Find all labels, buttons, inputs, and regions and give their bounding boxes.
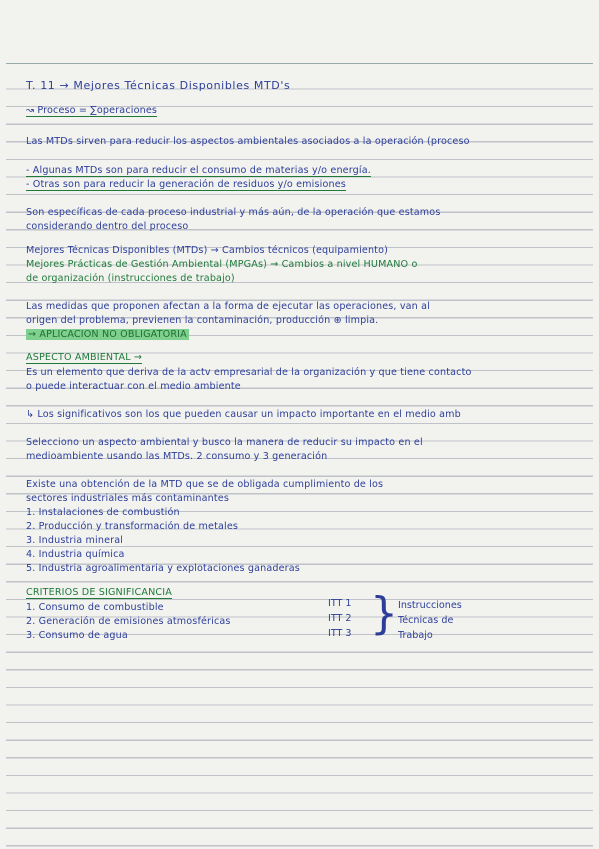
note-line: - Otras son para reducir la generación de residuos y/o emisiones: [26, 179, 346, 190]
note-line: medioambiente usando las MTDs. 2 consumo y 3 generación: [26, 451, 328, 462]
note-line: ↳ Los significativos son los que pueden causar un impacto importante en el medio amb: [26, 409, 461, 420]
itt-code: ITT 2: [328, 613, 352, 624]
note-line: Las MTDs sirven para reducir los aspectos ambientales asociados a la operación (proceso: [26, 136, 470, 147]
note-line: considerando dentro del proceso: [26, 221, 189, 232]
note-line: origen del problema, previenen la contaminación, producción ⊕ limpia.: [26, 315, 379, 326]
page-title: T. 11 → Mejores Técnicas Disponibles MTD's: [26, 80, 291, 92]
section-heading: ASPECTO AMBIENTAL →: [26, 352, 143, 363]
note-line: Mejores Técnicas Disponibles (MTDs) → Cambios técnicos (equipamiento): [26, 245, 389, 256]
note-line: Son específicas de cada proceso industrial y más aún, de la operación que estamos: [26, 207, 441, 218]
note-line: Es un elemento que deriva de la actv empresarial de la organización y que tiene contacto: [26, 367, 472, 378]
note-line: Las medidas que proponen afectan a la forma de ejecutar las operaciones, van al: [26, 301, 430, 312]
itt-code: ITT 3: [328, 628, 352, 639]
note-line-highlight: → APLICACIÓN NO OBLIGATORIA: [28, 329, 187, 340]
itt-label: Trabajo: [398, 630, 433, 641]
section-heading: CRITERIOS DE SIGNIFICANCIA: [26, 587, 172, 598]
note-line: - Algunas MTDs son para reducir el consumo de materias y/o energía.: [26, 165, 371, 176]
list-item: 1. Instalaciones de combustión: [26, 507, 180, 518]
notebook-page: [6, 63, 593, 849]
note-line: sectores industriales más contaminantes: [26, 493, 229, 504]
criteria-item: 3. Consumo de agua: [26, 630, 128, 641]
itt-code: ITT 1: [328, 598, 352, 609]
note-line: ↝ Proceso = ∑operaciones: [26, 105, 158, 116]
itt-label: Técnicas de: [398, 615, 454, 626]
note-line: o puede interactuar con el medio ambiente: [26, 381, 241, 392]
criteria-item: 2. Generación de emisiones atmosféricas: [26, 616, 231, 627]
brace-icon: }: [370, 588, 398, 639]
note-line: Selecciono un aspecto ambiental y busco la manera de reducir su impacto en el: [26, 437, 423, 448]
criteria-item: 1. Consumo de combustible: [26, 602, 164, 613]
list-item: 3. Industria mineral: [26, 535, 124, 546]
list-item: 4. Industria química: [26, 549, 125, 560]
list-item: 2. Producción y transformación de metales: [26, 521, 239, 532]
note-line: de organización (instrucciones de trabajo): [26, 273, 235, 284]
itt-label: Instrucciones: [398, 600, 462, 611]
note-line: Existe una obtención de la MTD que se de obligada cumplimiento de los: [26, 479, 384, 490]
note-line: Mejores Prácticas de Gestión Ambiental (MPGAs) → Cambios a nivel HUMANO o: [26, 259, 418, 270]
list-item: 5. Industria agroalimentaria y explotaciones ganaderas: [26, 563, 300, 574]
